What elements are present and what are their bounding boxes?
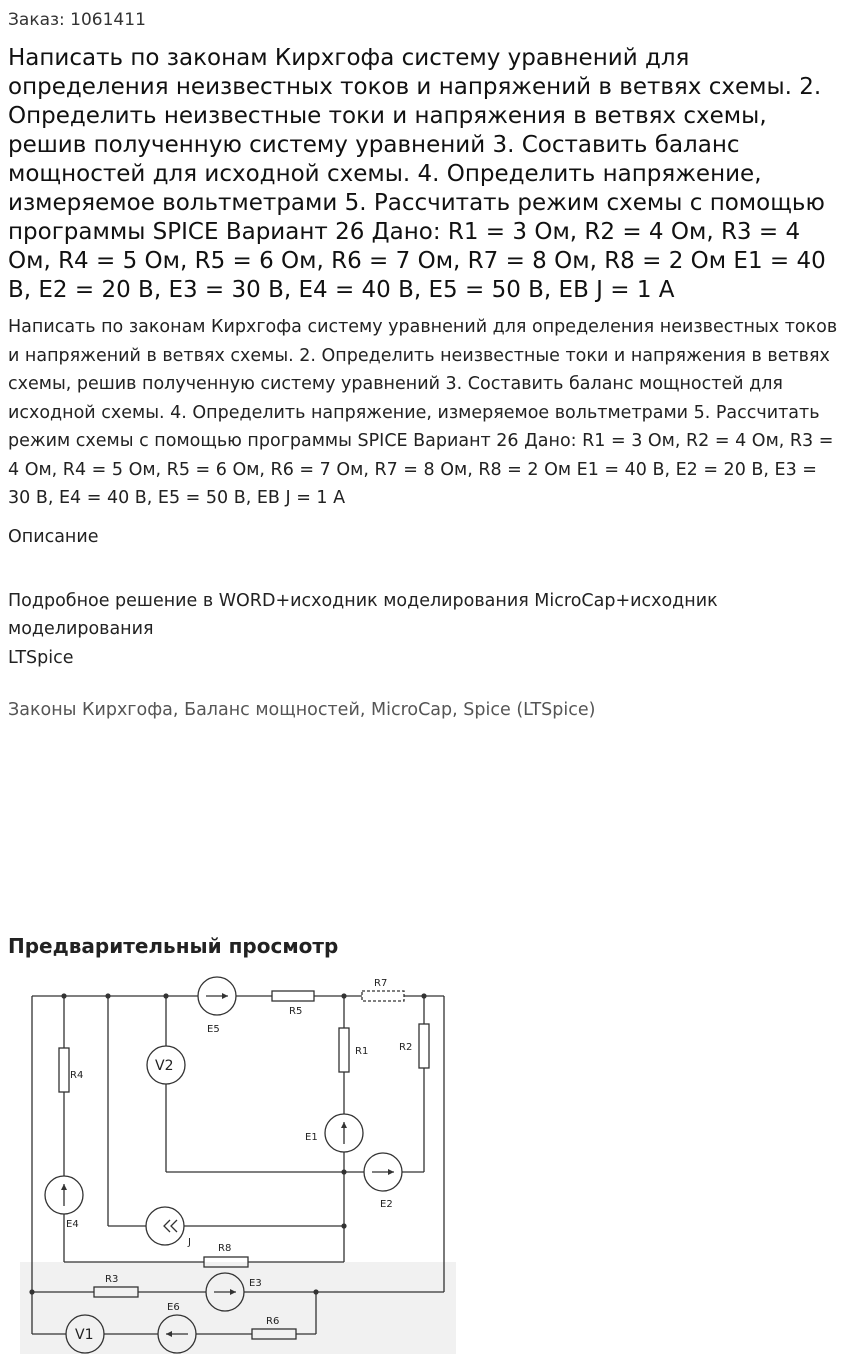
- label-v1: V1: [75, 1327, 94, 1343]
- tag-link[interactable]: Баланс мощностей: [184, 700, 360, 720]
- description-section-label: Описание: [8, 526, 99, 547]
- task-description: Написать по законам Кирхгофа систему уравнений для определения неизвестных токов и напряжений в ветвях схемы. 2. Определить неизвестные токи и напряжения в ветвях схемы, решив полученную систему уравнений 3. Составить баланс мощностей для исходной схемы. 4. Определить напряжение, измеряемое вольтметрами 5. Рассчитать режим схемы с помощью программы SPICE Вариант 26 Дано: R1 = 3 Ом, R2 = 4 Ом, R3 = 4 Ом, R4 = 5 Ом, R5 = 6 Ом, R6 = 7 Ом, R7 = 8 Ом, R8 = 2 Ом E1 = 40 В, E2 = 20 В, E3 = 30 В, E4 = 40 В, E5 = 50 В, EB J = 1 А: [8, 317, 838, 508]
- label-e3: E3: [249, 1278, 262, 1289]
- label-r5: R5: [289, 1006, 303, 1017]
- solution-details-line1: Подробное решение в WORD+исходник моделирования MicroCap+исходник моделирования: [8, 590, 718, 639]
- tag-separator: ,: [359, 700, 366, 720]
- label-j: J: [188, 1237, 191, 1248]
- tag-link[interactable]: MicroCap: [370, 700, 453, 720]
- order-number: Заказ: 1061411: [8, 10, 146, 30]
- label-e5: E5: [207, 1024, 220, 1035]
- label-r2: R2: [399, 1042, 413, 1053]
- label-e1: E1: [305, 1132, 318, 1143]
- tag-separator: ,: [172, 700, 179, 720]
- circuit-diagram: [18, 962, 458, 1354]
- label-e2: E2: [380, 1199, 393, 1210]
- label-r3: R3: [105, 1274, 119, 1285]
- page-title: Написать по законам Кирхгофа систему уравнений для определения неизвестных токов и напряжений в ветвях схемы. 2. Определить неизвестные токи и напряжения в ветвях схемы, решив полученную систему уравнений 3. Составить баланс мощностей для исходной схемы. 4. Определить напряжение, измеряемое вольтметрами 5. Рассчитать режим схемы с помощью программы SPICE Вариант 26 Дано: R1 = 3 Ом, R2 = 4 Ом, R3 = 4 Ом, R4 = 5 Ом, R5 = 6 Ом, R6 = 7 Ом, R7 = 8 Ом, R8 = 2 Ом E1 = 40 В, E2 = 20 В, E3 = 30 В, E4 = 40 В, E5 = 50 В, EB J = 1 А: [8, 45, 826, 303]
- tag-link[interactable]: Законы Кирхгофа: [8, 700, 173, 720]
- preview-title: Предварительный просмотр: [8, 934, 339, 958]
- label-v2: V2: [155, 1058, 174, 1074]
- tag-separator: ,: [452, 700, 458, 720]
- label-e4: E4: [66, 1219, 79, 1230]
- label-e6: E6: [167, 1302, 180, 1313]
- circuit-preview-image[interactable]: [18, 962, 458, 1354]
- tag-list: [8, 696, 839, 724]
- label-r1: R1: [355, 1046, 369, 1057]
- label-r6: R6: [266, 1316, 280, 1327]
- label-r4: R4: [70, 1070, 84, 1081]
- solution-details-line2: LTSpice: [8, 647, 74, 668]
- label-r8: R8: [218, 1243, 232, 1254]
- solution-details: [8, 587, 839, 673]
- label-r7: R7: [374, 978, 388, 989]
- tag-link[interactable]: Spice (LTSpice): [463, 700, 596, 720]
